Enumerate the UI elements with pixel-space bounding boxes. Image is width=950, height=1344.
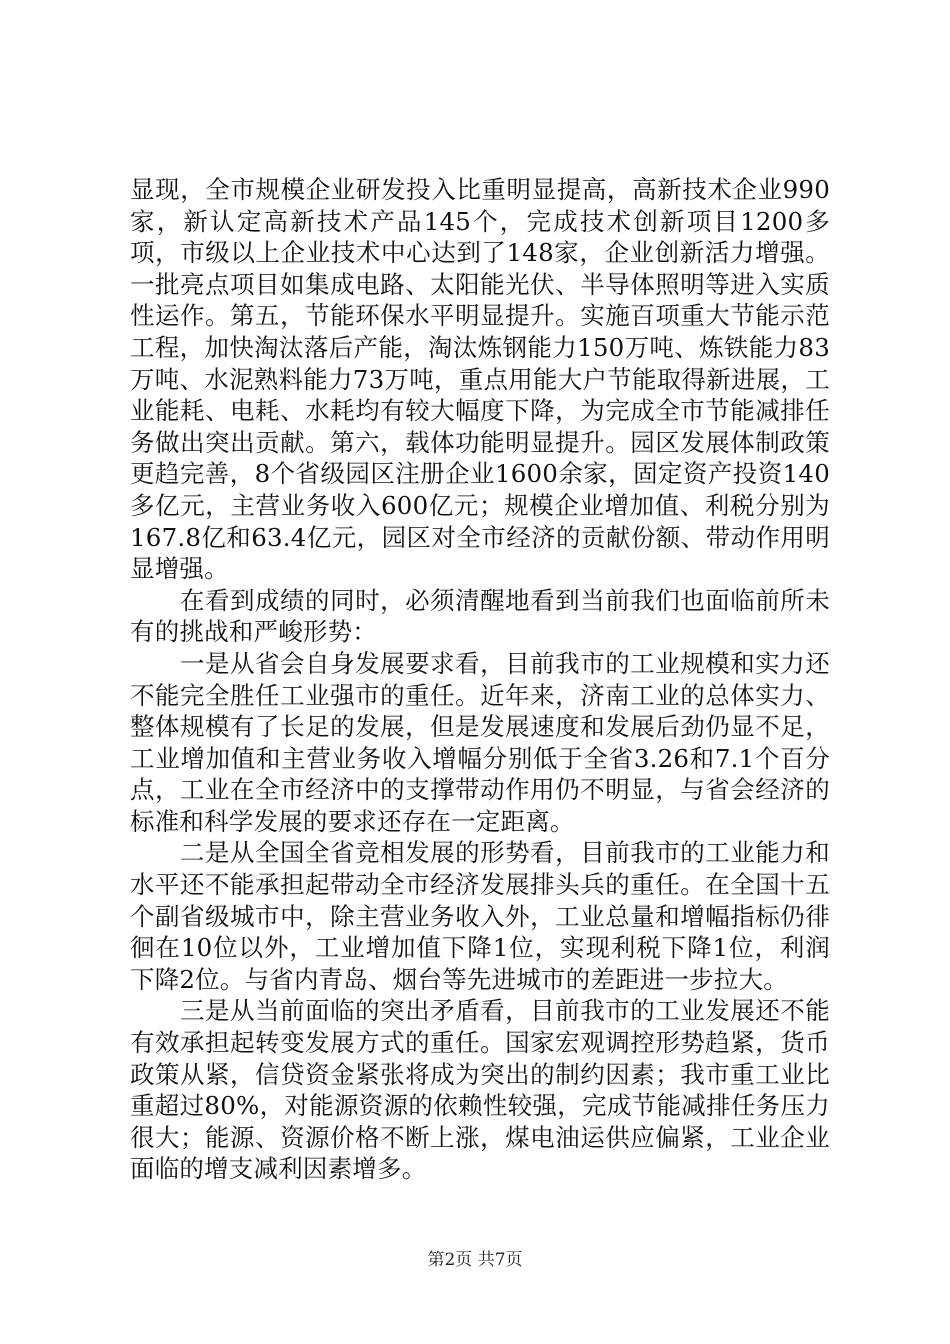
page-number-footer: 第2页 共7页 xyxy=(427,1250,523,1270)
paragraph-3: 一是从省会自身发展要求看，目前我市的工业规模和实力还不能完全胜任工业强市的重任。近年来，济南工业的总体实力、整体规模有了长足的发展，但是发展速度和发展后劲仍显不足，工业增加值和主营业务收入增幅分别低于全省3.26和7.1个百分点，工业在全市经济中的支撑带动作用仍不明显，与省会经济的标准和科学发展的要求还存在一定距离。 xyxy=(130,648,830,836)
paragraph-4: 二是从全国全省竞相发展的形势看，目前我市的工业能力和水平还不能承担起带动全市经济发展排头兵的重任。在全国十五个副省级城市中，除主营业务收入外，工业总量和增幅指标仍徘徊在10位以外，工业增加值下降1位，实现利税下降1位，利润下降2位。与省内青岛、烟台等先进城市的差距进一步拉大。 xyxy=(130,838,830,994)
paragraph-5: 三是从当前面临的突出矛盾看，目前我市的工业发展还不能有效承担起转变发展方式的重任。国家宏观调控形势趋紧，货币政策从紧，信贷资金紧张将成为突出的制约因素；我市重工业比重超过80%，对能源资源的依赖性较强，完成节能减排任务压力很大；能源、资源价格不断上涨，煤电油运供应偏紧，工业企业面临的增支减利因素增多。 xyxy=(130,996,830,1184)
paragraph-2: 在看到成绩的同时，必须清醒地看到当前我们也面临前所未有的挑战和严峻形势： xyxy=(130,585,830,647)
document-body xyxy=(130,174,830,1185)
paragraph-1: 显现，全市规模企业研发投入比重明显提高，高新技术企业990家，新认定高新技术产品145个，完成技术创新项目1200多项，市级以上企业技术中心达到了148家，企业创新活力增强。一批亮点项目如集成电路、太阳能光伏、半导体照明等进入实质性运作。第五，节能环保水平明显提升。实施百项重大节能示范工程，加快淘汰落后产能，淘汰炼钢能力150万吨、炼铁能力83万吨、水泥熟料能力73万吨，重点用能大户节能取得新进展，工业能耗、电耗、水耗均有较大幅度下降，为完成全市节能减排任务做出突出贡献。第六，载体功能明显提升。园区发展体制政策更趋完善，8个省级园区注册企业1600余家，固定资产投资140多亿元，主营业务收入600亿元；规模企业增加值、利税分别为167.8亿和63.4亿元，园区对全市经济的贡献份额、带动作用明显增强。 xyxy=(130,175,830,584)
